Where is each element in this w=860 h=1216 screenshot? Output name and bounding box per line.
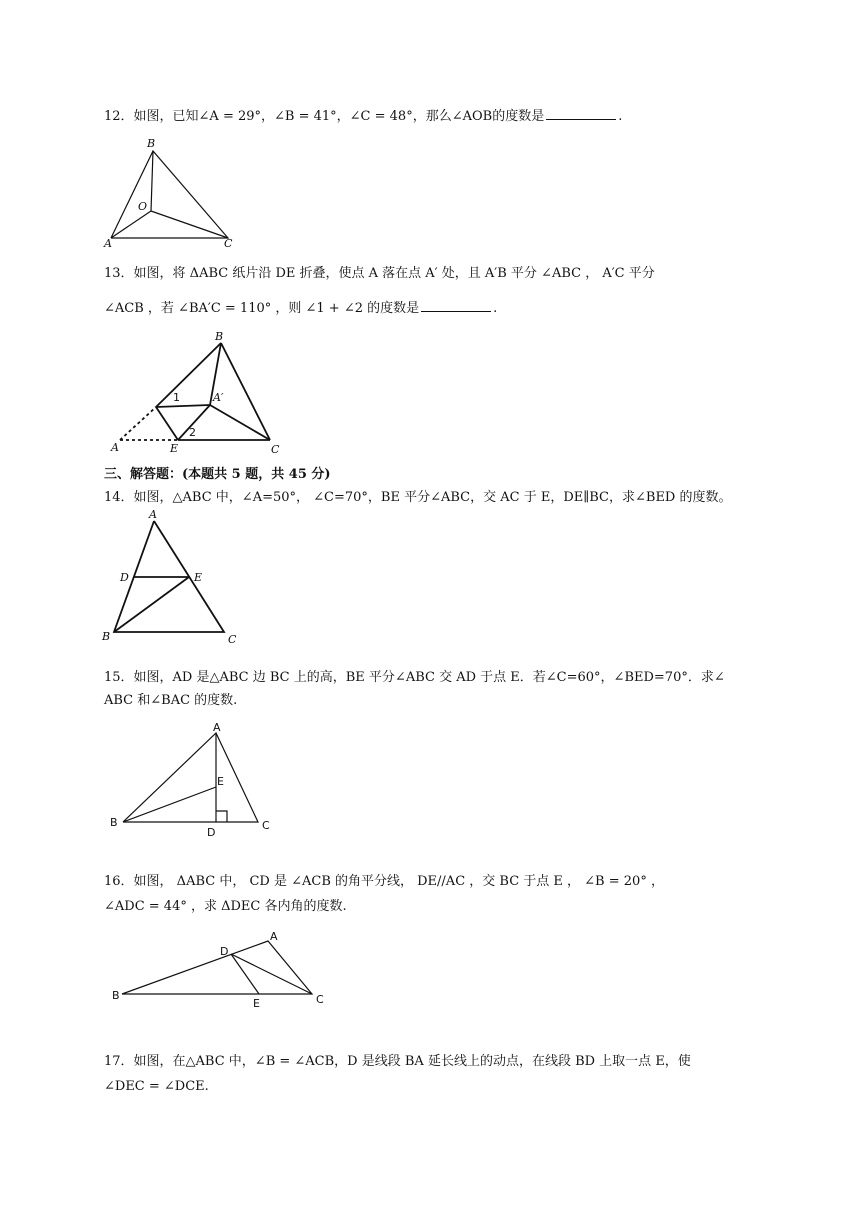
- fig12-label-o: O: [138, 200, 148, 213]
- fig13-label-2: 2: [189, 426, 196, 439]
- problem-17-text-1: 17．如图，在△ABC 中，∠B = ∠ACB，D 是线段 BA 延长线上的动点，在线段 BD 上取一点 E，使: [104, 1054, 691, 1069]
- problem-15-text-1: 15．如图，AD 是△ABC 边 BC 上的高，BE 平分∠ABC 交 AD 于点 E．若∠C=60°，∠BED=70°．求∠: [104, 670, 725, 685]
- fig14-label-d: D: [120, 571, 129, 584]
- fig13-label-e: E: [170, 442, 179, 455]
- fig15-label-c: C: [262, 819, 270, 832]
- fig16-label-d: D: [220, 945, 229, 958]
- fig12-label-b: B: [147, 137, 156, 150]
- fig14-label-b: B: [102, 630, 111, 643]
- fig16-label-c: C: [316, 993, 324, 1006]
- problem-14-text: 14．如图，△ABC 中，∠A=50°， ∠C=70°，BE 平分∠ABC，交 AC 于 E，DE∥BC，求∠BED 的度数。: [104, 490, 732, 505]
- fig13-label-1: 1: [173, 391, 180, 404]
- fig14-label-c: C: [228, 633, 237, 646]
- fig14-label-e: E: [194, 571, 203, 584]
- fig15-label-e: E: [217, 775, 224, 788]
- fig12-label-c: C: [224, 237, 233, 250]
- fig13-label-a: A: [111, 441, 119, 454]
- problem-13-end: .: [493, 301, 498, 316]
- fig12-label-a: A: [104, 237, 112, 250]
- fig13-label-c: C: [271, 443, 280, 456]
- problem-17-text-2: ∠DEC = ∠DCE.: [104, 1079, 209, 1094]
- fig14-label-a: A: [149, 508, 157, 521]
- problem-13-text-2: ∠ACB ，若 ∠BA′C = 110° ，则 ∠1 + ∠2 的度数是: [104, 301, 420, 316]
- section-3-title: 三、解答题：(本题共 5 题，共 45 分): [104, 467, 331, 482]
- problem-15-text-2: ABC 和∠BAC 的度数.: [104, 693, 238, 708]
- fig13-label-b: B: [215, 330, 224, 343]
- problem-12-text: 12．如图，已知∠A = 29°，∠B = 41°，∠C = 48°，那么∠AOB的度数是: [104, 109, 545, 124]
- fig16-label-e: E: [253, 997, 260, 1010]
- fig15-label-d: D: [207, 826, 216, 839]
- fig16-label-b: B: [112, 989, 120, 1002]
- fig15-label-a: A: [213, 721, 221, 734]
- problem-17-line1: [104, 1052, 691, 1072]
- problem-16-text-1: 16．如图， ΔABC 中， CD 是 ∠ACB 的角平分线， DE//AC ，交 BC 于点 E ， ∠B = 20° ，: [104, 874, 664, 889]
- problem-16-text-2: ∠ADC = 44° ，求 ΔDEC 各内角的度数.: [104, 899, 347, 914]
- fig15-label-b: B: [110, 816, 118, 829]
- problem-17-line2: [104, 1077, 209, 1097]
- problem-12-end: .: [618, 109, 623, 124]
- problem-13-text-1: 13．如图，将 ΔABC 纸片沿 DE 折叠，使点 A 落在点 A′ 处，且 A′B 平分 ∠ABC ， A′C 平分: [104, 266, 655, 281]
- fig16-label-a: A: [270, 930, 278, 943]
- fig13-label-a1: A′: [213, 391, 224, 404]
